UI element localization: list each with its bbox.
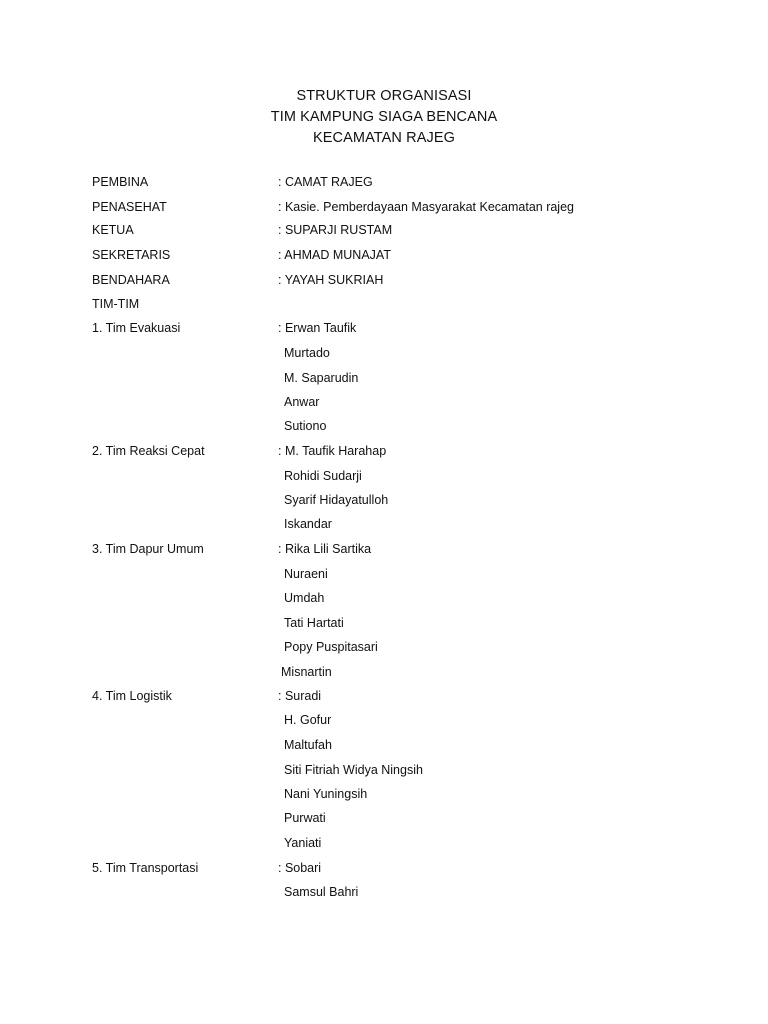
team-member: Samsul Bahri (284, 885, 359, 899)
title-line-1: STRUKTUR ORGANISASI (296, 88, 472, 104)
team-member-row (92, 710, 692, 730)
team-member: Siti Fitriah Widya Ningsih (284, 763, 423, 777)
team-member-row (92, 760, 692, 780)
team-member: Anwar (284, 395, 320, 409)
team-leader: : Erwan Taufik (278, 321, 357, 335)
team-member: Sutiono (284, 419, 327, 433)
team-name: 5. Tim Transportasi (92, 861, 199, 875)
team-member-row (92, 882, 692, 902)
team-name: 2. Tim Reaksi Cepat (92, 444, 205, 458)
team-member: Nani Yuningsih (284, 787, 368, 801)
team-name: 4. Tim Logistik (92, 689, 172, 703)
team-member-row (92, 735, 692, 755)
team-member: Murtado (284, 346, 330, 360)
team-member-row (92, 368, 692, 388)
team-member-row (92, 416, 692, 436)
team-row-reaksi-cepat (92, 441, 692, 461)
team-member-row (92, 564, 692, 584)
official-value: : SUPARJI RUSTAM (278, 223, 393, 237)
team-member: Rohidi Sudarji (284, 469, 362, 483)
team-leader: : Rika Lili Sartika (278, 542, 372, 556)
official-value: : Kasie. Pemberdayaan Masyarakat Kecamatan rajeg (278, 200, 574, 214)
team-row-logistik (92, 686, 692, 706)
official-label: KETUA (92, 223, 134, 237)
official-value: : AHMAD MUNAJAT (278, 248, 391, 262)
team-member-row (92, 490, 692, 510)
team-member: Umdah (284, 591, 325, 605)
team-leader: : Sobari (278, 861, 322, 875)
team-member: Yaniati (284, 836, 322, 850)
team-member-row (92, 588, 692, 608)
team-member: Iskandar (284, 517, 332, 531)
team-name: 1. Tim Evakuasi (92, 321, 181, 335)
team-member-row (92, 466, 692, 486)
team-row-dapur-umum (92, 539, 692, 559)
official-value: : YAYAH SUKRIAH (278, 273, 384, 287)
team-member: Nuraeni (284, 567, 328, 581)
team-row-evakuasi (92, 318, 692, 338)
official-row-ketua (92, 220, 692, 240)
team-member-row (92, 613, 692, 633)
team-member: Maltufah (284, 738, 332, 752)
official-row-sekretaris (92, 245, 692, 265)
title-line-2: TIM KAMPUNG SIAGA BENCANA (270, 109, 498, 125)
official-label: PENASEHAT (92, 200, 167, 214)
official-row-pembina (92, 172, 692, 192)
team-leader: : Suradi (278, 689, 322, 703)
team-row-transportasi (92, 858, 692, 878)
teams-heading-row (92, 294, 692, 314)
title-line-3: KECAMATAN RAJEG (313, 130, 455, 146)
official-value: : CAMAT RAJEG (278, 175, 373, 189)
teams-heading: TIM-TIM (92, 297, 140, 311)
official-row-penasehat (92, 197, 692, 217)
team-member: Misnartin (281, 665, 332, 679)
official-label: SEKRETARIS (92, 248, 171, 262)
team-member-row (92, 343, 692, 363)
team-leader: : M. Taufik Harahap (278, 444, 387, 458)
team-member-row (92, 514, 692, 534)
team-member-row (92, 784, 692, 804)
team-member: Popy Puspitasari (284, 640, 378, 654)
team-member-row (92, 833, 692, 853)
team-member-row (92, 662, 692, 682)
official-label: PEMBINA (92, 175, 149, 189)
team-member-row (92, 392, 692, 412)
team-name: 3. Tim Dapur Umum (92, 542, 204, 556)
team-member: Tati Hartati (284, 616, 344, 630)
team-member: H. Gofur (284, 713, 332, 727)
team-member: Syarif Hidayatulloh (284, 493, 389, 507)
team-member-row (92, 637, 692, 657)
team-member: Purwati (284, 811, 326, 825)
team-member: M. Saparudin (284, 371, 359, 385)
official-row-bendahara (92, 270, 692, 290)
official-label: BENDAHARA (92, 273, 170, 287)
team-member-row (92, 808, 692, 828)
